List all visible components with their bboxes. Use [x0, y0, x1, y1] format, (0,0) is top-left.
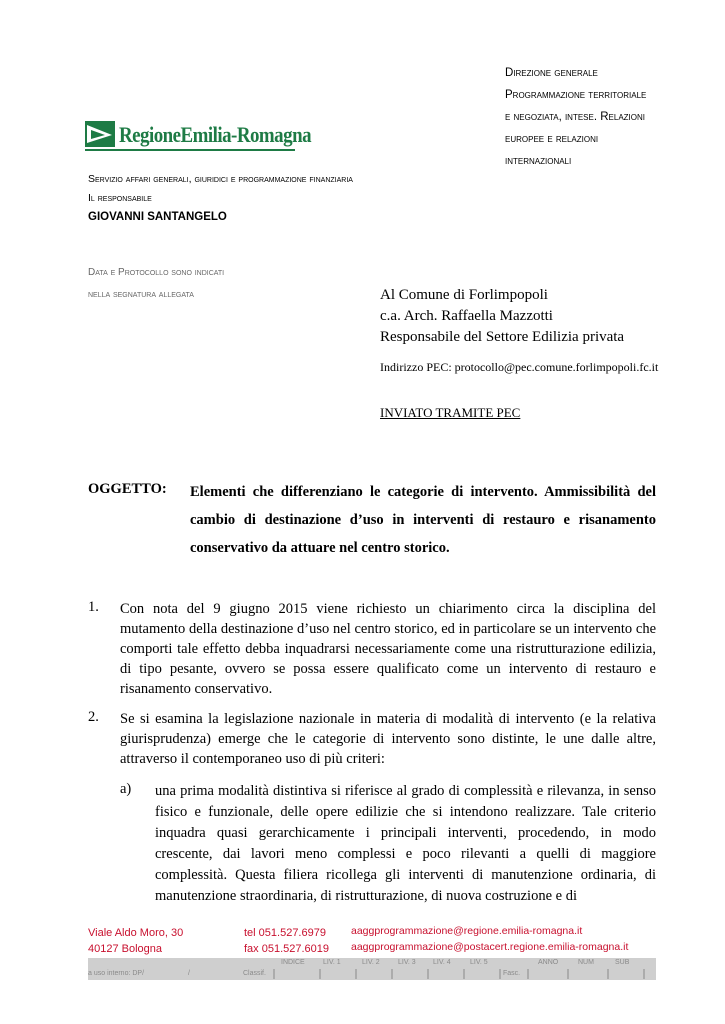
responsible-name: GIOVANNI SANTANGELO — [88, 211, 227, 223]
recipient-line: Al Comune di Forlimpopoli — [380, 287, 548, 303]
bar-label: INDICE — [281, 959, 305, 966]
service-name: Servizio affari generali, giuridici e programmazione finanziaria — [88, 173, 353, 185]
paragraph-number: 1. — [88, 599, 99, 615]
logo-wordmark: RegioneEmilia-Romagna — [119, 122, 312, 147]
subject-text: Elementi che differenziano le categorie di intervento. Ammissibilità del cambio di destinazione d’uso in interventi di restauro e risanamento conservativo da attuare nel centro storico. — [190, 484, 656, 556]
service-header — [88, 170, 353, 227]
pec-address: Indirizzo PEC: protocollo@pec.comune.forlimpopoli.fc.it — [380, 360, 659, 374]
paragraph-number: 2. — [88, 709, 99, 725]
footer-address-line: 40127 Bologna — [88, 943, 163, 955]
region-emblem-icon — [85, 121, 115, 147]
bar-field-dividers — [88, 958, 656, 980]
direction-header — [505, 62, 720, 172]
bar-label: Fasc. — [503, 970, 521, 977]
bar-label: LIV. 3 — [398, 959, 416, 966]
footer-email: aaggprogrammazione@regione.emilia-romagna.it — [351, 925, 583, 937]
direction-line: europee e relazioni — [505, 133, 599, 145]
direction-line: Programmazione territoriale — [505, 89, 647, 101]
footer-phone — [244, 925, 329, 957]
list-marker: a) — [120, 781, 132, 797]
service-role: Il responsabile — [88, 192, 152, 204]
footer-address — [88, 925, 183, 957]
protocol-note — [88, 262, 224, 306]
bar-label: LIV. 2 — [362, 959, 380, 966]
bar-label: SUB — [615, 959, 630, 966]
logo-underline — [85, 149, 295, 151]
paragraph-1: Con nota del 9 giugno 2015 viene richiesto un chiarimento circa la disciplina del mutamento della destinazione d’uso nel centro storico, ed in particolare se un intervento che comporti tale effetto debba inquadrarsi necessariamente come una ristrutturazione edilizia, di tipo pesante, ovvero se possa essere qualificato come un intervento di restauro e risanamento conservativo. — [120, 601, 656, 697]
subject-label: OGGETTO: — [88, 481, 167, 497]
footer-fax: fax 051.527.6019 — [244, 943, 330, 955]
archive-classification-bar — [88, 958, 656, 980]
protocol-note-line: Data e Protocollo sono indicati — [88, 267, 225, 278]
footer-emails — [351, 923, 628, 955]
recipient-line: Responsabile del Settore Edilizia privata — [380, 329, 625, 345]
bar-label: LIV. 4 — [433, 959, 451, 966]
region-logo — [85, 120, 312, 152]
direction-line: Direzione generale — [505, 67, 598, 79]
paragraph-2: Se si esamina la legislazione nazionale in materia di modalità di intervento (e la relativa giurisprudenza) emerge che le categorie di intervento sono distinte, le une dalle altre, attraverso il contemporaneo uso di più criteri: — [120, 711, 656, 767]
recipient-line: c.a. Arch. Raffaella Mazzotti — [380, 308, 553, 324]
footer-tel: tel 051.527.6979 — [244, 927, 326, 939]
bar-label: / — [188, 970, 190, 977]
bar-label: LIV. 5 — [470, 959, 488, 966]
list-item-a: una prima modalità distintiva si riferisce al grado di complessità e rilevanza, in senso fisico e funzionale, delle opere edilizie che si intendono realizzare. Tale criterio inquadra quasi gerarchicamente i principali interventi, procedendo, in modo crescente, dai lavori meno complessi e poco rilevanti a quelli di maggiore complessità. Questa filiera ricollega gli interventi di manutenzione ordinaria, di manutenzione straordinaria, di ristrutturazione, di nuova costruzione e di — [155, 783, 656, 904]
recipient-block — [380, 285, 624, 348]
protocol-note-line: nella segnatura allegata — [88, 289, 194, 300]
footer-address-line: Viale Aldo Moro, 30 — [88, 927, 184, 939]
direction-line: e negoziata, intese. Relazioni — [505, 111, 646, 123]
direction-line: internazionali — [505, 155, 572, 167]
sent-via-pec: INVIATO TRAMITE PEC — [380, 405, 521, 420]
bar-label: LIV. 1 — [323, 959, 341, 966]
bar-label: a uso interno: DP/ — [88, 970, 145, 977]
bar-label: ANNO — [538, 959, 559, 966]
footer-email-pec: aaggprogrammazione@postacert.regione.emilia-romagna.it — [351, 941, 629, 953]
bar-label: Classif. — [243, 970, 266, 977]
bar-label: NUM — [578, 959, 594, 966]
